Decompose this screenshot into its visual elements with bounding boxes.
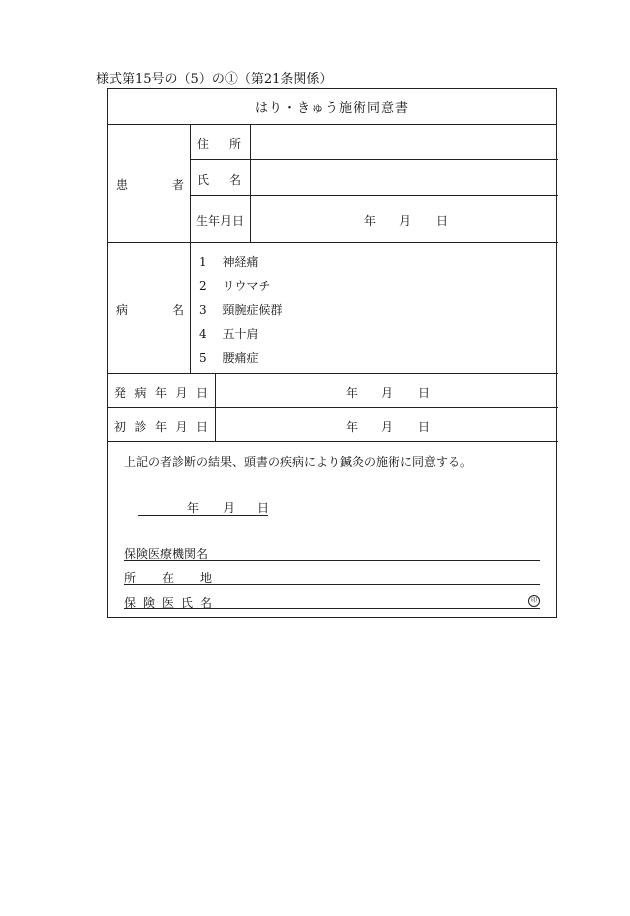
institution-label: 保険医療機関名 <box>124 547 209 561</box>
disease-item: 4 五十肩 <box>199 327 259 341</box>
consent-date-month: 月 <box>223 501 236 515</box>
form-title: はり・きゅう施術同意書 <box>108 89 556 125</box>
onset-day: 日 <box>418 386 431 400</box>
location-label: 所 在 地 <box>124 571 212 585</box>
patient-label: 患 者 <box>116 178 184 192</box>
institution-underline[interactable] <box>124 560 540 561</box>
address-label: 住 所 <box>197 137 241 151</box>
form-id: 様式第15号の（5）の①（第21条関係） <box>96 72 333 87</box>
consent-statement: 上記の者診断の結果、頭書の疾病により鍼灸の施術に同意する。 <box>124 455 473 469</box>
doctor-name-label: 保 険 医 氏 名 <box>124 596 212 610</box>
name-label: 氏 名 <box>197 173 241 187</box>
dob-month: 月 <box>399 214 412 228</box>
disease-item: 5 腰痛症 <box>199 351 259 365</box>
consent-form <box>107 88 557 618</box>
first-visit-day: 日 <box>418 420 431 434</box>
disease-item: 2 リウマチ <box>199 279 271 293</box>
consent-date-day: 日 <box>257 501 270 515</box>
consent-date-year: 年 <box>187 501 200 515</box>
dob-day: 日 <box>436 214 449 228</box>
disease-item: 3 頸腕症候群 <box>199 303 283 317</box>
first-visit-label: 初 診 年 月 日 <box>114 420 208 434</box>
onset-label: 発 病 年 月 日 <box>114 386 208 400</box>
disease-label: 病 名 <box>116 303 184 317</box>
dob-year: 年 <box>364 214 377 228</box>
onset-month: 月 <box>381 386 394 400</box>
first-visit-month: 月 <box>381 420 394 434</box>
consent-date-underline <box>138 515 268 516</box>
address-field[interactable] <box>252 125 556 158</box>
onset-year: 年 <box>346 386 359 400</box>
doctor-name-underline[interactable] <box>124 608 540 609</box>
disease-item: 1 神経痛 <box>199 255 259 269</box>
seal-icon: 印 <box>528 595 540 607</box>
name-field[interactable] <box>252 160 556 194</box>
first-visit-year: 年 <box>346 420 359 434</box>
dob-label: 生年月日 <box>196 214 245 228</box>
location-underline[interactable] <box>124 584 540 585</box>
